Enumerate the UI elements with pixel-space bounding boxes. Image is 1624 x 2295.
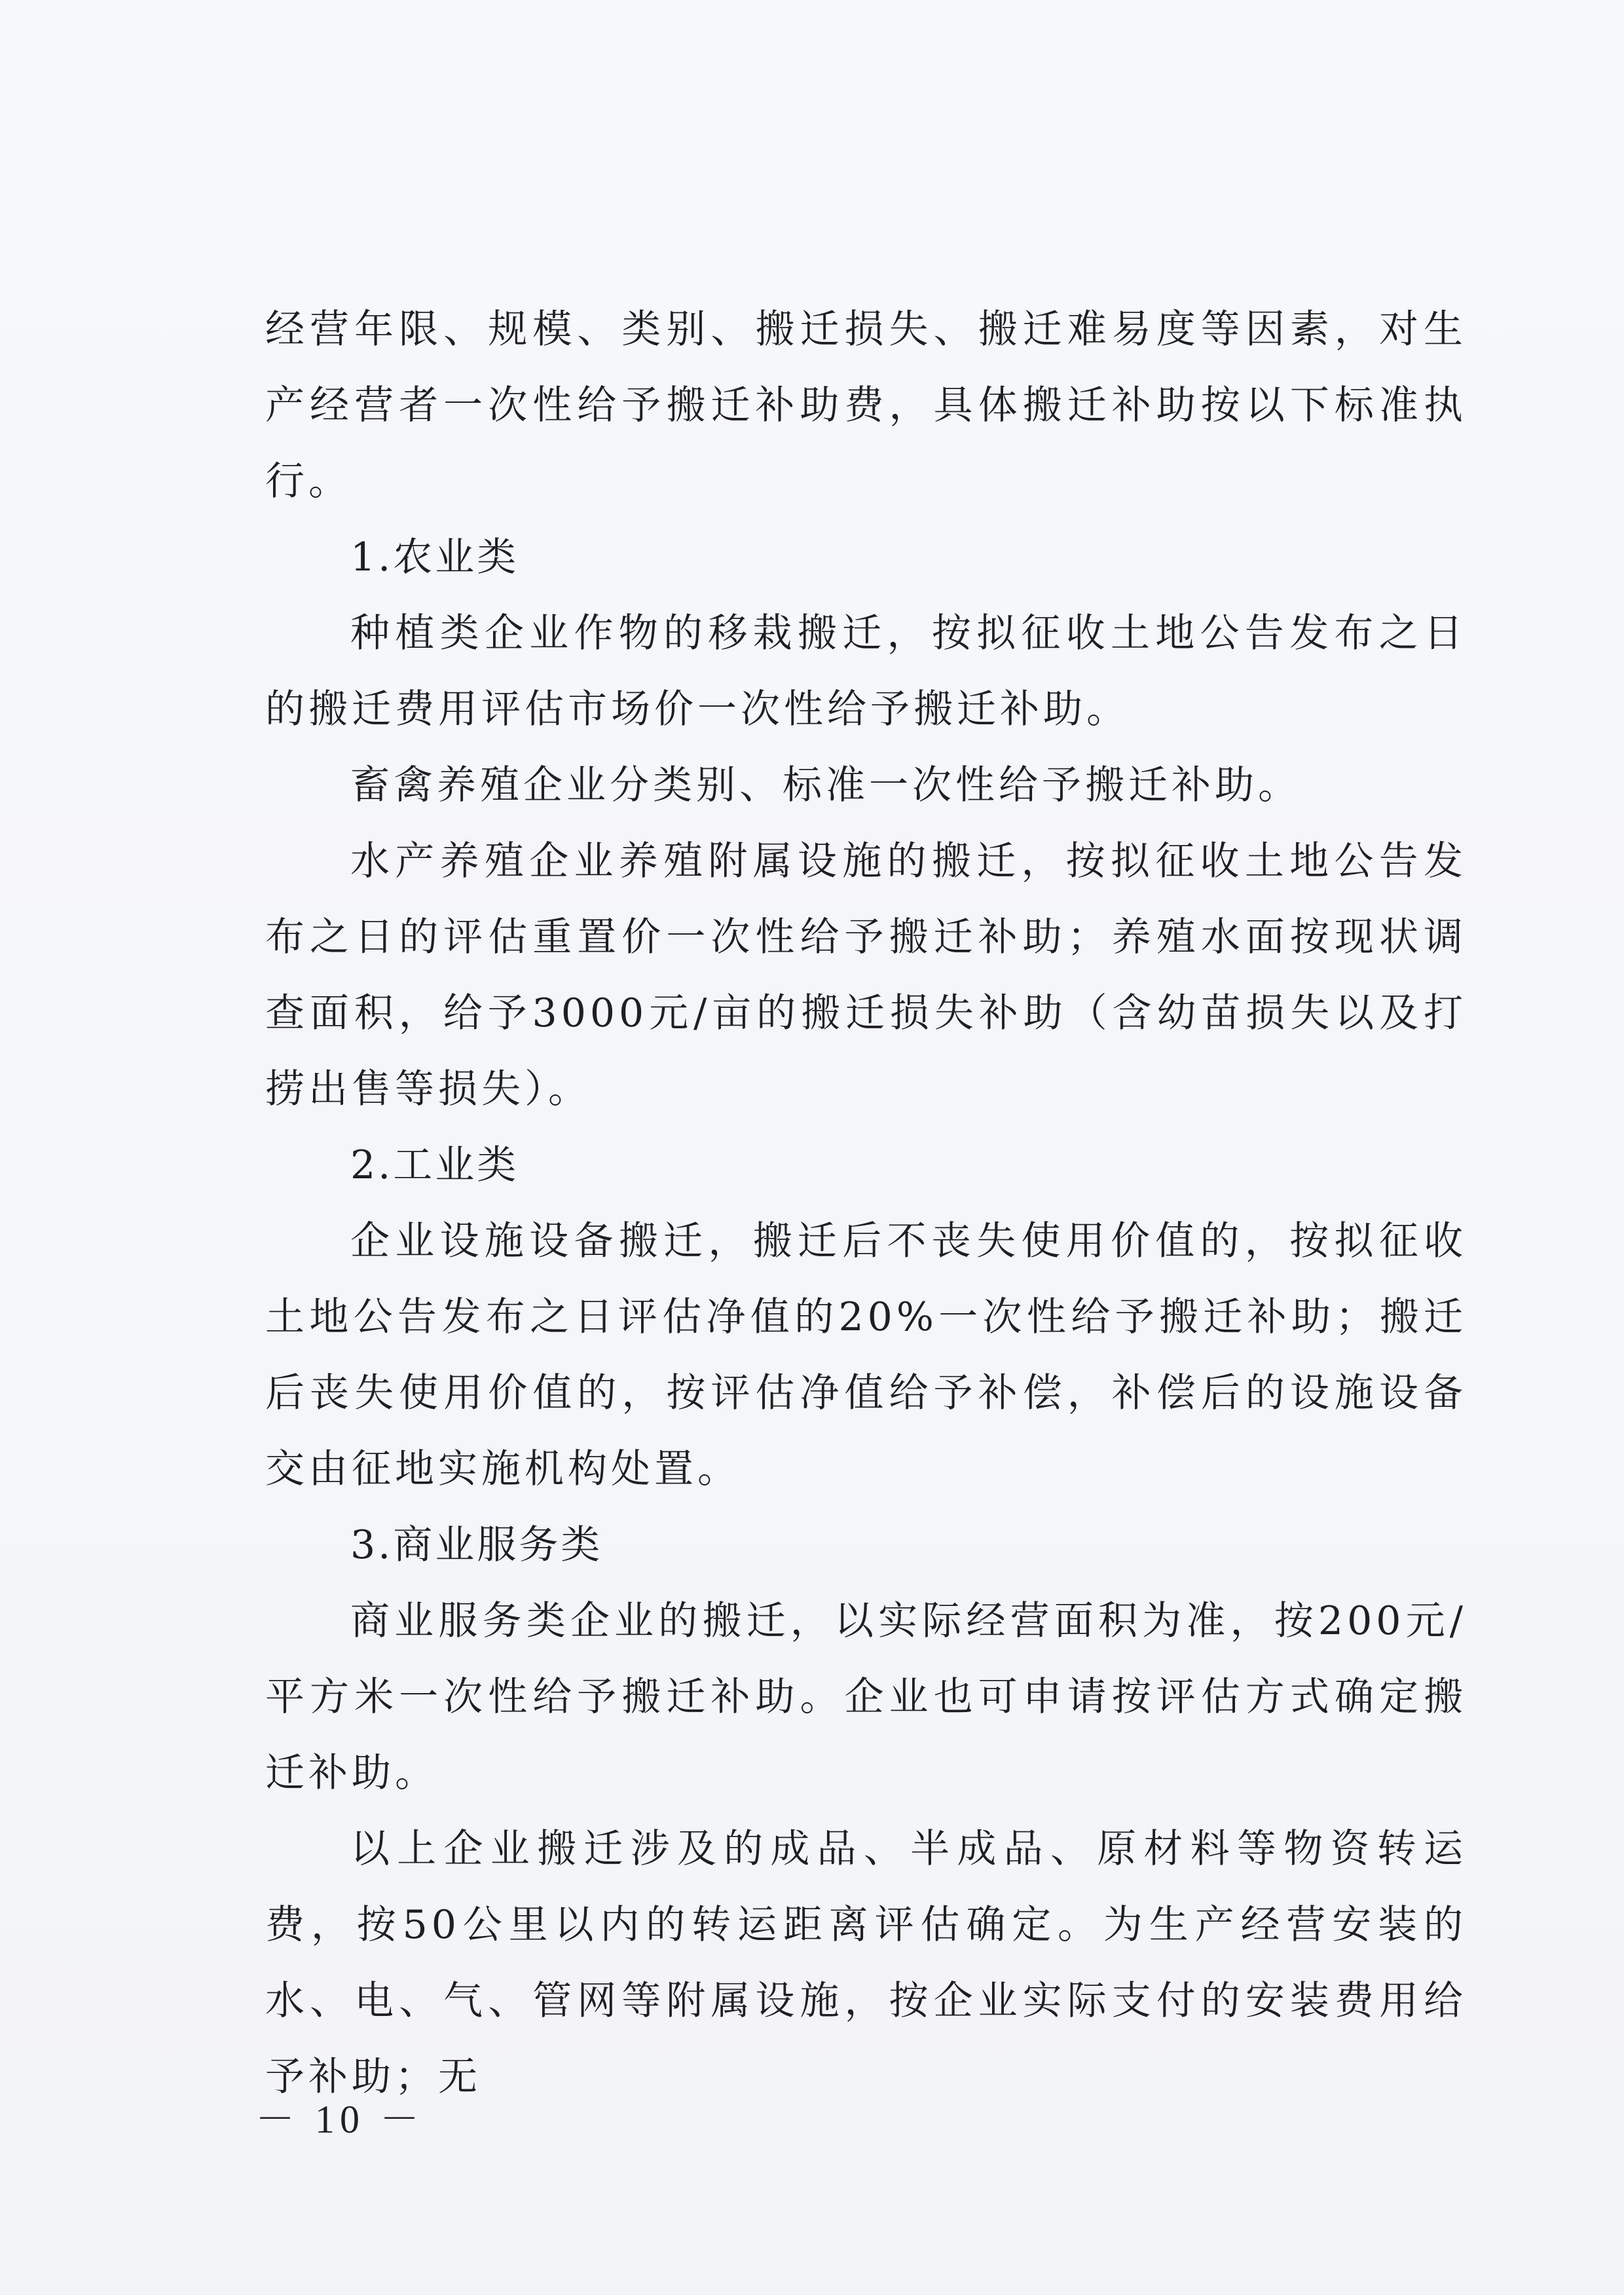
section-heading-commerce: 3.商业服务类 [350, 1522, 603, 1568]
paragraph-transport: 以上企业搬迁涉及的成品、半成品、原材料等物资转运费，按50公里以内的转运距离评估确定。为生产经营安装的水、电、气、管网等附属设施，按企业实际支付的安装费用给予补助；无 [265, 1826, 1467, 2100]
section-heading-industry: 2.工业类 [350, 1142, 519, 1188]
paragraph-continuation: 经营年限、规模、类别、搬迁损失、搬迁难易度等因素，对生产经营者一次性给予搬迁补助费，具体搬迁补助按以下标准执行。 [265, 307, 1467, 504]
paragraph-industry-equipment: 企业设施设备搬迁，搬迁后不丧失使用价值的，按拟征收土地公告发布之日评估净值的20%一次性给予搬迁补助；搬迁后丧失使用价值的，按评估净值给予补偿，补偿后的设施设备交由征地实施机构处置。 [265, 1218, 1467, 1492]
paragraph-planting: 种植类企业作物的移栽搬迁，按拟征收土地公告发布之日的搬迁费用评估市场价一次性给予搬迁补助。 [265, 610, 1467, 732]
section-heading-agriculture: 1.农业类 [350, 534, 519, 580]
paragraph-aquaculture: 水产养殖企业养殖附属设施的搬迁，按拟征收土地公告发布之日的评估重置价一次性给予搬迁补助；养殖水面按现状调查面积，给予3000元/亩的搬迁损失补助（含幼苗损失以及打捞出售等损失）。 [265, 838, 1467, 1112]
document-body [265, 291, 1467, 2115]
paragraph-livestock: 畜禽养殖企业分类别、标准一次性给予搬迁补助。 [350, 762, 1301, 808]
paragraph-commerce: 商业服务类企业的搬迁，以实际经营面积为准，按200元/平方米一次性给予搬迁补助。企业也可申请按评估方式确定搬迁补助。 [265, 1598, 1467, 1796]
page-number: － 10 － [255, 2098, 424, 2141]
